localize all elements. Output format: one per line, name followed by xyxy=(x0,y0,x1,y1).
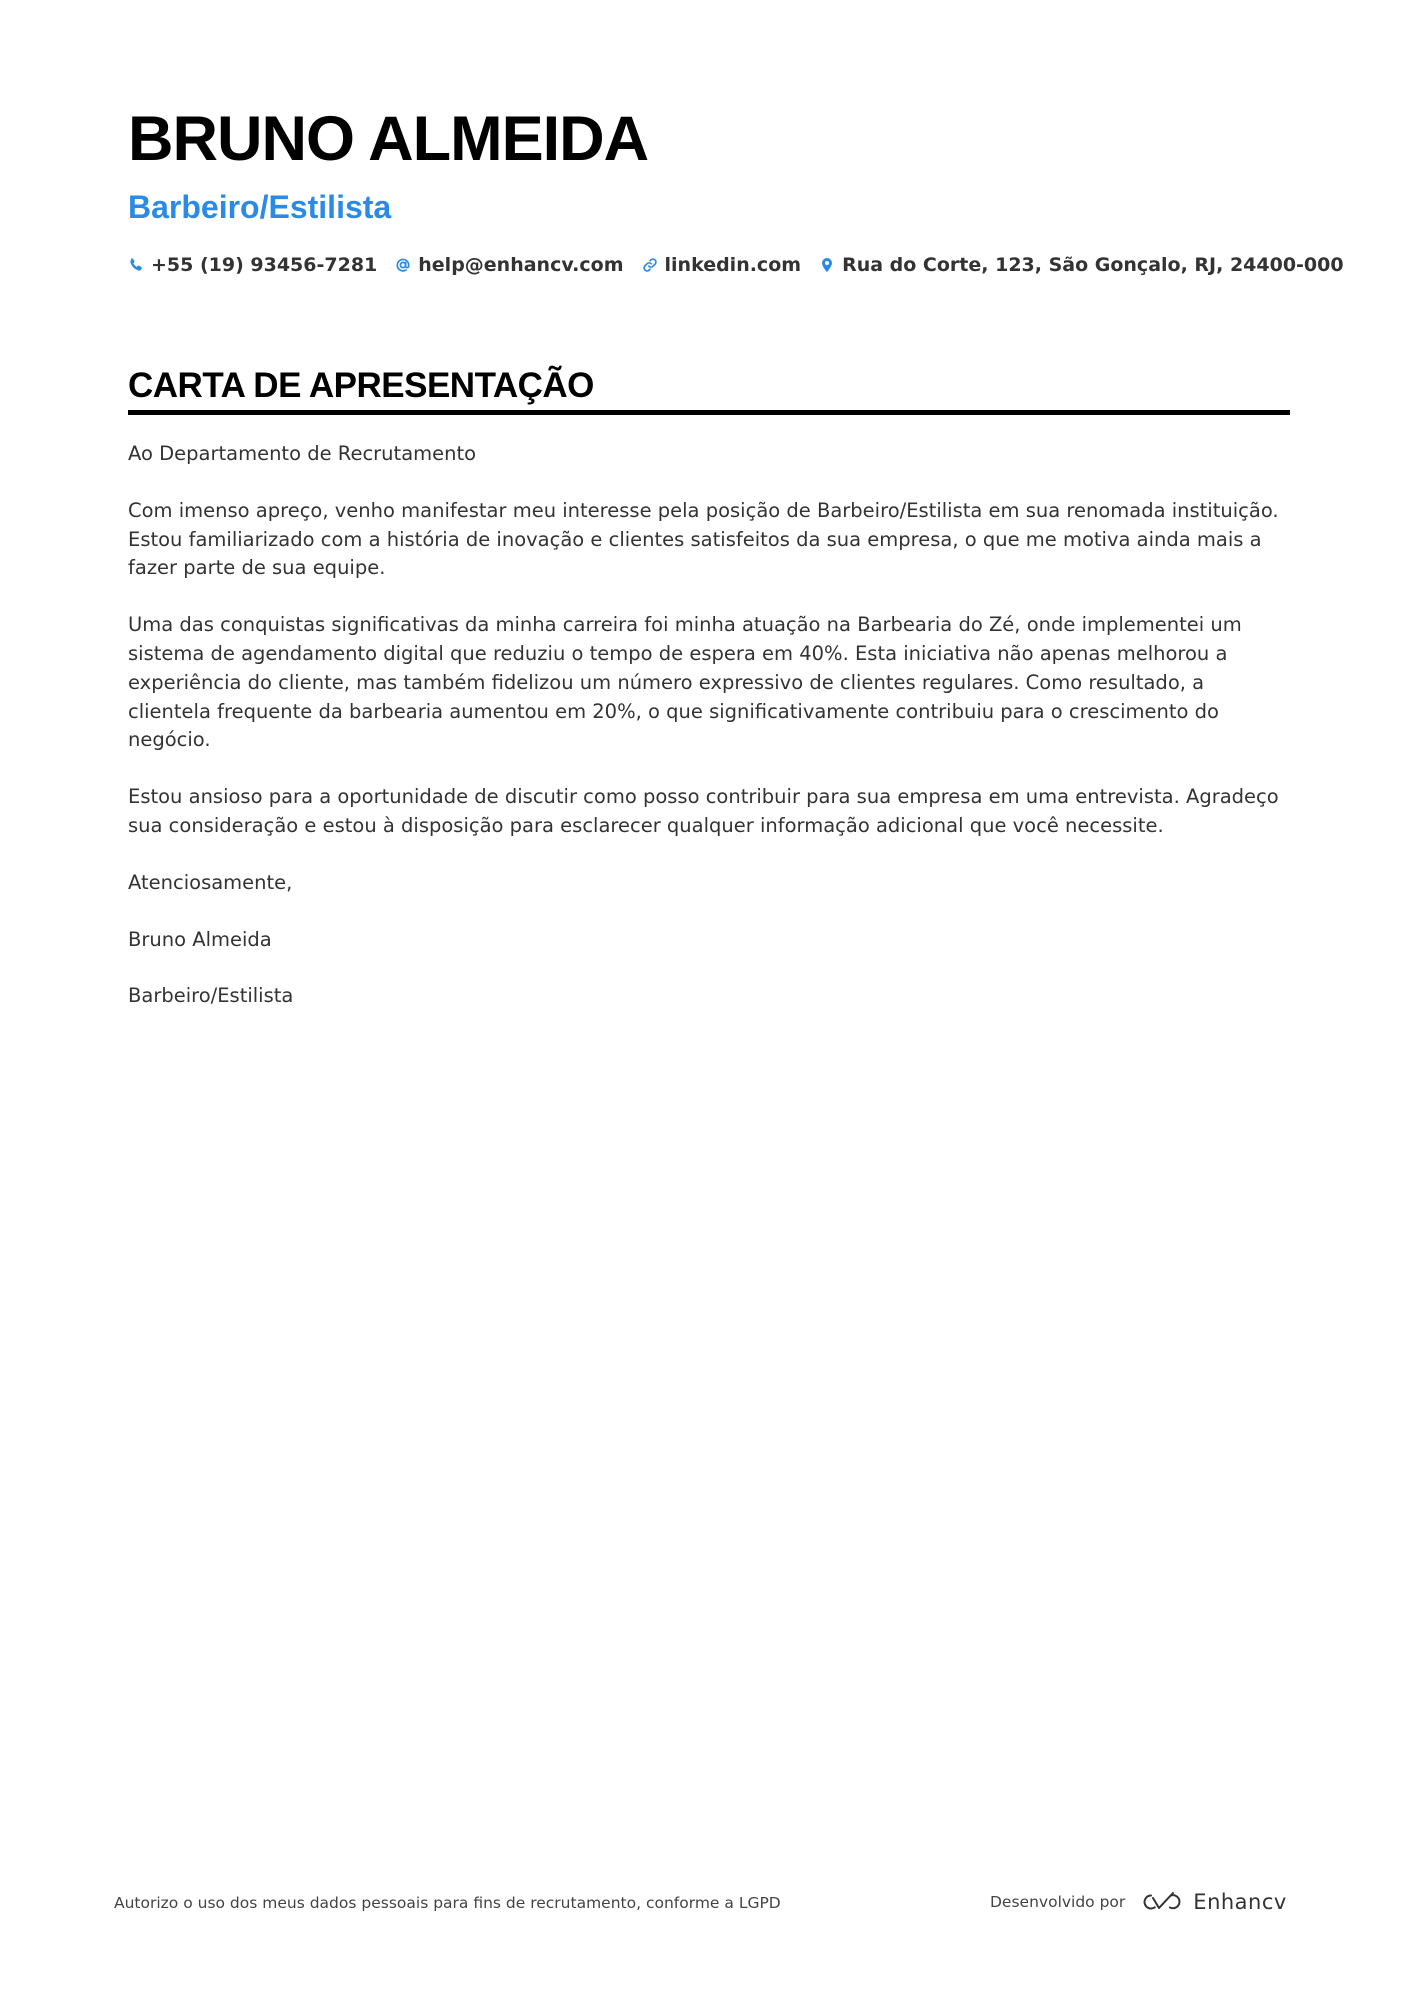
contact-linkedin-text: linkedin.com xyxy=(664,254,802,276)
powered-by xyxy=(990,1890,1287,1914)
letter-body xyxy=(128,440,1293,1039)
letter-paragraph: Com imenso apreço, venho manifestar meu interesse pela posição de Barbeiro/Estilista em sua renomada instituição. Estou familiarizado com a história de inovação e clientes satisfeitos da sua empresa, o que me motiva ainda mais a fazer parte de sua equipe. xyxy=(128,498,1279,580)
contact-linkedin xyxy=(642,254,802,276)
consent-note: Autorizo o uso dos meus dados pessoais para fins de recrutamento, conforme a LGPD xyxy=(114,1894,781,1912)
section-title: CARTA DE APRESENTAÇÃO xyxy=(128,366,594,405)
letter-greeting: Ao Departamento de Recrutamento xyxy=(128,442,477,465)
applicant-role: Barbeiro/Estilista xyxy=(128,189,392,225)
letter-closing: Atenciosamente, xyxy=(128,870,293,894)
contact-phone xyxy=(128,254,377,276)
link-icon xyxy=(642,257,658,273)
contact-phone-text: +55 (19) 93456-7281 xyxy=(151,254,378,276)
enhancv-logo-icon xyxy=(1137,1890,1183,1914)
letter-paragraph: Estou ansioso para a oportunidade de discutir como posso contribuir para sua empresa em uma entrevista. Agradeço sua consideração e estou à disposição para esclarecer qualquer informação adicional que você necessite. xyxy=(128,785,1279,837)
location-pin-icon xyxy=(819,257,835,273)
contact-bar xyxy=(128,254,1362,276)
contact-email-text: help@enhancv.com xyxy=(418,254,624,276)
contact-email xyxy=(395,254,623,276)
powered-by-label: Desenvolvido por xyxy=(990,1893,1126,1911)
section-divider xyxy=(128,410,1290,415)
letter-paragraph: Uma das conquistas significativas da minha carreira foi minha atuação na Barbearia do Zé, onde implementei um sistema de agendamento digital que reduziu o tempo de espera em 40%. Esta iniciativa não apenas melhorou a experiência do cliente, mas também fidelizou um número expressivo de clientes regulares. Como resultado, a clientela frequente da barbearia aumentou em 20%, o que significativamente contribuiu para o crescimento do negócio. xyxy=(128,613,1242,752)
contact-address xyxy=(819,254,1344,276)
signature-name: Bruno Almeida xyxy=(128,927,272,951)
applicant-name: BRUNO ALMEIDA xyxy=(128,104,649,174)
contact-address-text: Rua do Corte, 123, São Gonçalo, RJ, 24400-000 xyxy=(842,254,1344,276)
signature-role: Barbeiro/Estilista xyxy=(128,984,294,1008)
brand-name: Enhancv xyxy=(1193,1890,1287,1914)
at-icon xyxy=(395,257,411,273)
phone-icon xyxy=(128,257,144,273)
